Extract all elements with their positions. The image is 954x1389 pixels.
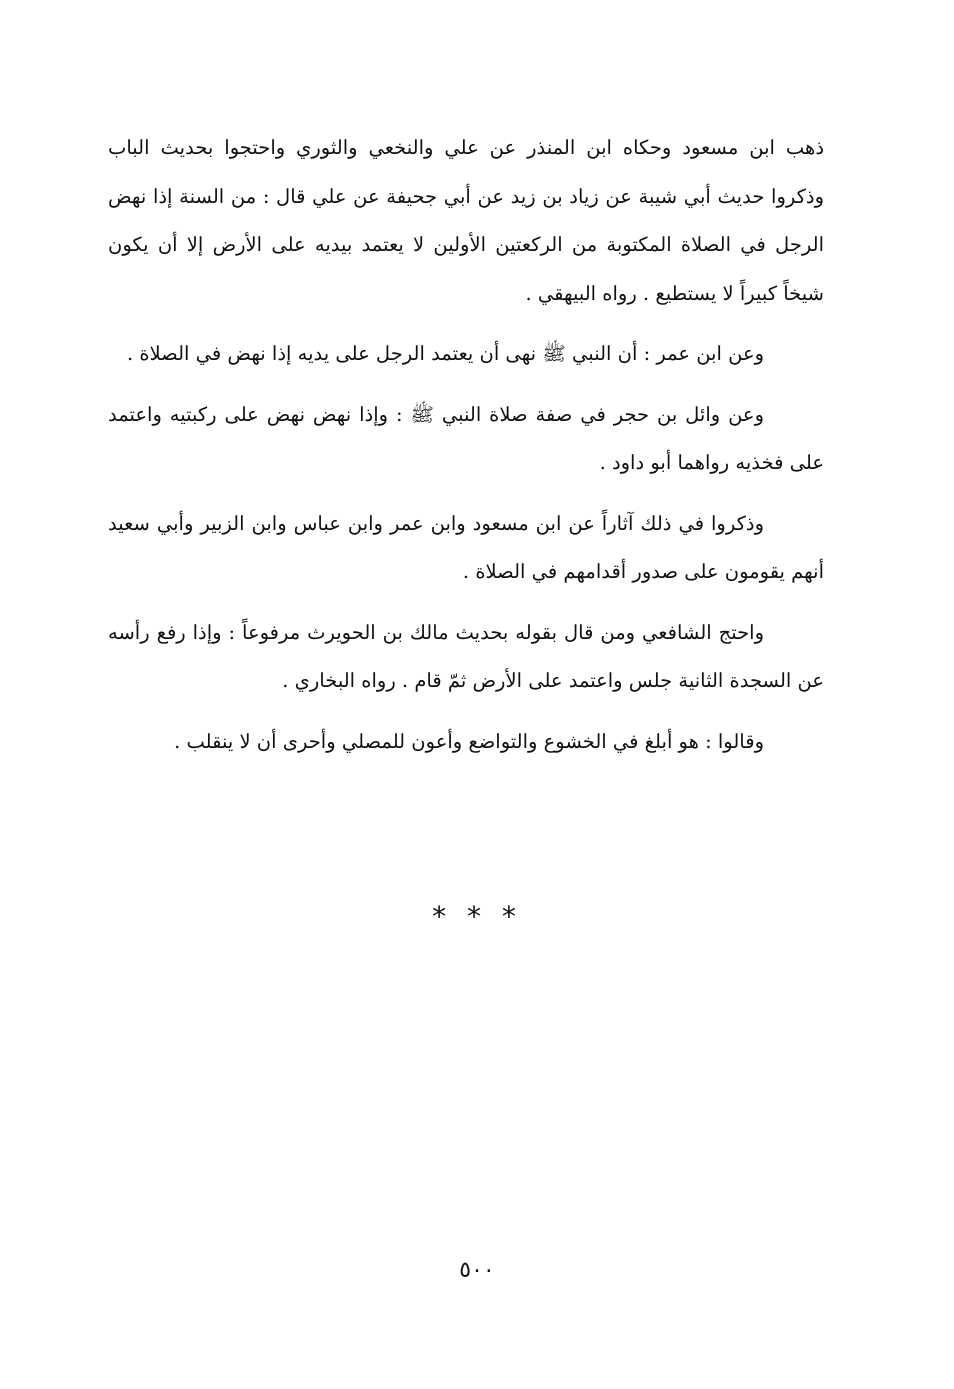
paragraph-2: وعن ابن عمر : أن النبي ﷺ نهى أن يعتمد الرجل على يديه إذا نهض في الصلاة . (126, 342, 764, 365)
paragraph-1: ذهب ابن مسعود وحكاه ابن المنذر عن علي والنخعي والثوري واحتجوا بحديث الباب وذكروا حديث أبي شيبة عن زياد بن زيد عن أبي جحيفة عن علي قال : من السنة إذا نهض الرجل في الصلاة المكتوبة من الركعتين الأولين لا يعتمد بيديه على الأرض إلا أن يكون شيخاً كبيراً لا يستطيع . رواه البيهقي . (108, 136, 824, 305)
section-separator: * * * (432, 900, 522, 933)
body-text (108, 124, 824, 778)
page-number: ٥٠٠ (459, 1258, 495, 1283)
paragraph-3: وعن وائل بن حجر في صفة صلاة النبي ﷺ : وإذا نهض نهض على ركبتيه واعتمد على فخذيه رواهما أبو داود . (108, 402, 824, 474)
paragraph-4: وذكروا في ذلك آثاراً عن ابن مسعود وابن عمر وابن عباس وابن الزبير وأبي سعيد أنهم يقومون على صدور أقدامهم في الصلاة . (108, 511, 824, 583)
paragraph-6: وقالوا : هو أبلغ في الخشوع والتواضع وأعون للمصلي وأحرى أن لا ينقلب . (174, 729, 764, 753)
paragraph-5: واحتج الشافعي ومن قال بقوله بحديث مالك بن الحويرث مرفوعاً : وإذا رفع رأسه عن السجدة الثانية جلس واعتمد على الأرض ثمّ قام . رواه البخاري . (108, 620, 824, 692)
